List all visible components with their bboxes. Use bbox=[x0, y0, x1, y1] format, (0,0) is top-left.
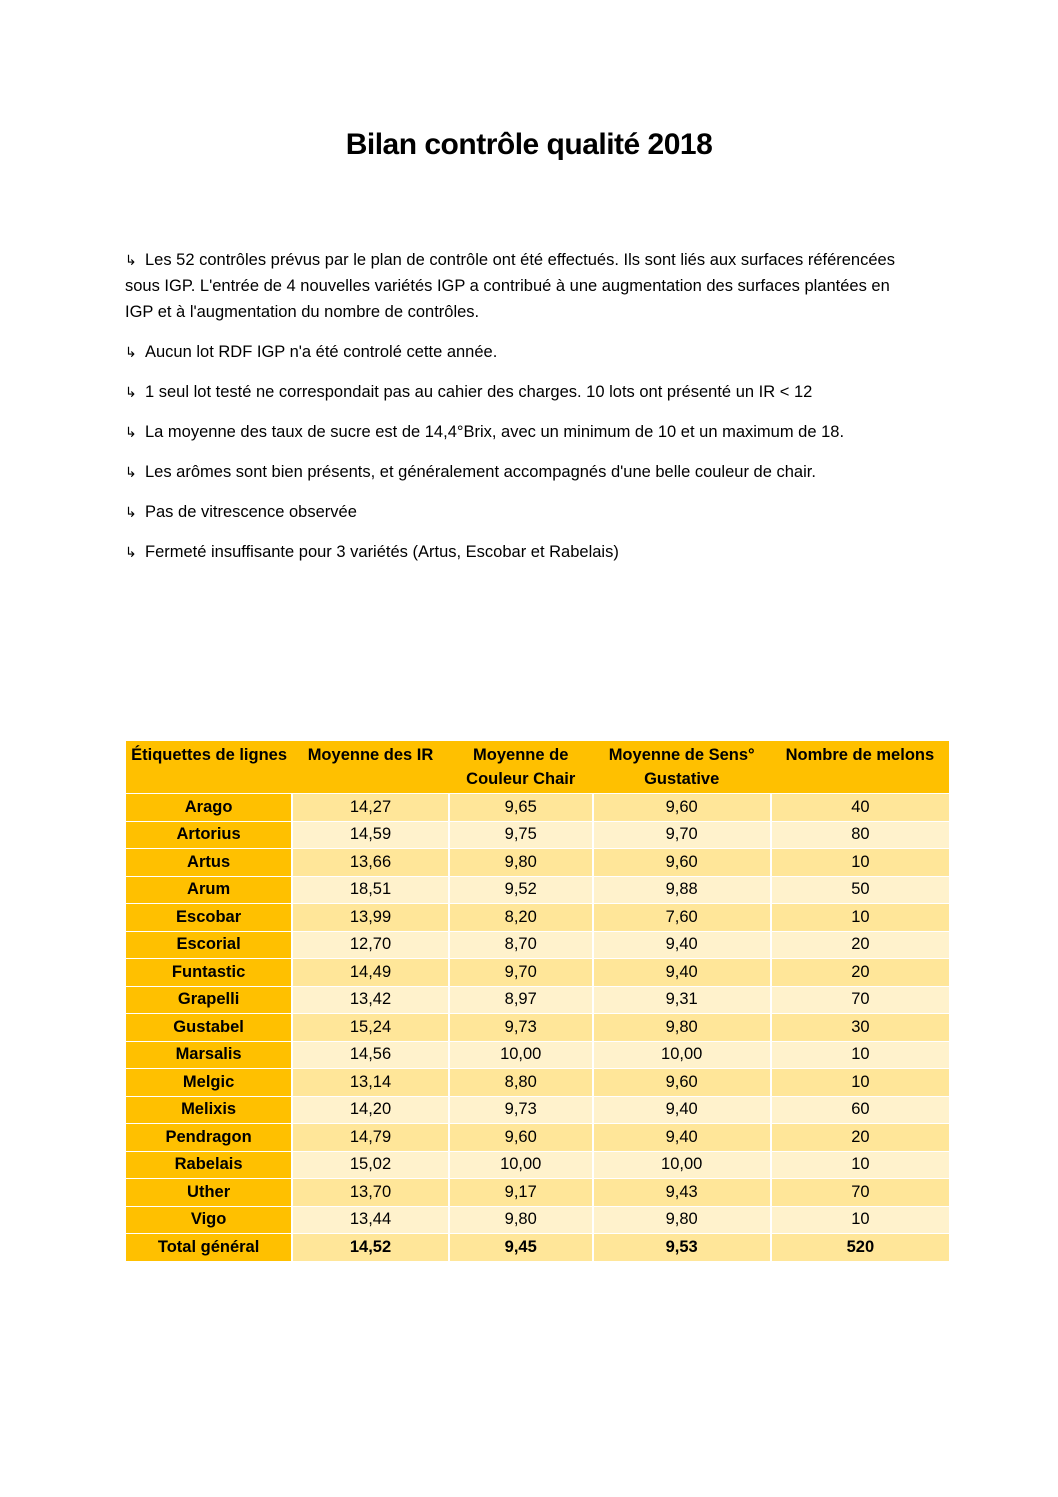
table-cell: 14,59 bbox=[292, 821, 449, 849]
table-cell: 20 bbox=[771, 1124, 949, 1152]
table-cell: 9,80 bbox=[449, 1206, 593, 1234]
table-cell: 13,70 bbox=[292, 1179, 449, 1207]
row-label: Pendragon bbox=[126, 1124, 292, 1152]
table-cell: 10,00 bbox=[593, 1041, 771, 1069]
table-cell: 12,70 bbox=[292, 931, 449, 959]
table-row bbox=[126, 1041, 949, 1069]
row-label: Uther bbox=[126, 1179, 292, 1207]
table-row bbox=[126, 821, 949, 849]
table-cell: 9,40 bbox=[593, 959, 771, 987]
column-header: Moyenne de Sens° Gustative bbox=[593, 741, 771, 794]
column-header: Moyenne des IR bbox=[292, 741, 449, 794]
table-row bbox=[126, 904, 949, 932]
hand-arrow-icon: ↳ bbox=[125, 424, 137, 440]
table-cell: 9,17 bbox=[449, 1179, 593, 1207]
bullet-item: ↳ La moyenne des taux de sucre est de 14,4°Brix, avec un minimum de 10 et un maximum de 18. bbox=[125, 419, 915, 445]
row-label: Arum bbox=[126, 876, 292, 904]
table-cell: 10 bbox=[771, 1206, 949, 1234]
bullet-list bbox=[125, 247, 915, 579]
page-title: Bilan contrôle qualité 2018 bbox=[345, 128, 713, 161]
table-cell: 9,60 bbox=[449, 1124, 593, 1152]
table-row bbox=[126, 931, 949, 959]
table-cell: 14,79 bbox=[292, 1124, 449, 1152]
table-cell: 9,52 bbox=[449, 876, 593, 904]
table-cell: 70 bbox=[771, 986, 949, 1014]
table-cell: 8,80 bbox=[449, 1069, 593, 1097]
table-cell: 9,73 bbox=[449, 1014, 593, 1042]
table-cell: 9,40 bbox=[593, 1124, 771, 1152]
row-label: Grapelli bbox=[126, 986, 292, 1014]
table-row bbox=[126, 1069, 949, 1097]
table-cell: 13,42 bbox=[292, 986, 449, 1014]
table-row bbox=[126, 1096, 949, 1124]
bullet-item: ↳ Pas de vitrescence observée bbox=[125, 499, 915, 525]
table-cell: 14,20 bbox=[292, 1096, 449, 1124]
table-cell: 10,00 bbox=[449, 1041, 593, 1069]
table-cell: 9,73 bbox=[449, 1096, 593, 1124]
table-cell: 9,80 bbox=[449, 849, 593, 877]
table-total-row bbox=[126, 1234, 949, 1261]
row-label: Arago bbox=[126, 794, 292, 822]
bullet-item: ↳ Fermeté insuffisante pour 3 variétés (Artus, Escobar et Rabelais) bbox=[125, 539, 915, 565]
table-cell: 10 bbox=[771, 904, 949, 932]
row-label: Melixis bbox=[126, 1096, 292, 1124]
table-cell: 20 bbox=[771, 931, 949, 959]
hand-arrow-icon: ↳ bbox=[125, 252, 137, 268]
quality-table bbox=[126, 741, 949, 1261]
table-row bbox=[126, 794, 949, 822]
table-row bbox=[126, 1179, 949, 1207]
row-label: Artorius bbox=[126, 821, 292, 849]
hand-arrow-icon: ↳ bbox=[125, 504, 137, 520]
table-cell: 18,51 bbox=[292, 876, 449, 904]
hand-arrow-icon: ↳ bbox=[125, 464, 137, 480]
row-label: Escobar bbox=[126, 904, 292, 932]
table-cell: 10 bbox=[771, 1069, 949, 1097]
table-cell: 9,80 bbox=[593, 1014, 771, 1042]
table-cell: 9,53 bbox=[593, 1234, 771, 1261]
row-label: Artus bbox=[126, 849, 292, 877]
table-cell: 15,02 bbox=[292, 1151, 449, 1179]
table-cell: 9,45 bbox=[449, 1234, 593, 1261]
table-cell: 10,00 bbox=[449, 1151, 593, 1179]
table-cell: 8,97 bbox=[449, 986, 593, 1014]
row-label: Total général bbox=[126, 1234, 292, 1261]
table-cell: 520 bbox=[771, 1234, 949, 1261]
table-cell: 10 bbox=[771, 1151, 949, 1179]
table-cell: 20 bbox=[771, 959, 949, 987]
table-cell: 8,20 bbox=[449, 904, 593, 932]
table-cell: 9,70 bbox=[593, 821, 771, 849]
table-cell: 7,60 bbox=[593, 904, 771, 932]
table-cell: 50 bbox=[771, 876, 949, 904]
table-cell: 60 bbox=[771, 1096, 949, 1124]
table-cell: 40 bbox=[771, 794, 949, 822]
table-row bbox=[126, 959, 949, 987]
table-cell: 9,80 bbox=[593, 1206, 771, 1234]
table-cell: 9,31 bbox=[593, 986, 771, 1014]
table-cell: 13,44 bbox=[292, 1206, 449, 1234]
bullet-item: ↳ Aucun lot RDF IGP n'a été controlé cette année. bbox=[125, 339, 915, 365]
row-label: Gustabel bbox=[126, 1014, 292, 1042]
row-label: Rabelais bbox=[126, 1151, 292, 1179]
table-cell: 70 bbox=[771, 1179, 949, 1207]
table-cell: 14,27 bbox=[292, 794, 449, 822]
table-row bbox=[126, 849, 949, 877]
table-cell: 13,66 bbox=[292, 849, 449, 877]
table-row bbox=[126, 876, 949, 904]
table-cell: 9,88 bbox=[593, 876, 771, 904]
table-cell: 15,24 bbox=[292, 1014, 449, 1042]
table-row bbox=[126, 1206, 949, 1234]
table-cell: 14,56 bbox=[292, 1041, 449, 1069]
table-cell: 10,00 bbox=[593, 1151, 771, 1179]
table-row bbox=[126, 986, 949, 1014]
hand-arrow-icon: ↳ bbox=[125, 384, 137, 400]
table-row bbox=[126, 1014, 949, 1042]
table-cell: 9,60 bbox=[593, 794, 771, 822]
hand-arrow-icon: ↳ bbox=[125, 344, 137, 360]
table-cell: 9,60 bbox=[593, 849, 771, 877]
table-cell: 9,75 bbox=[449, 821, 593, 849]
column-header: Nombre de melons bbox=[771, 741, 949, 794]
table-cell: 9,60 bbox=[593, 1069, 771, 1097]
table-row bbox=[126, 1124, 949, 1152]
table-header-row bbox=[126, 741, 949, 794]
row-label: Escorial bbox=[126, 931, 292, 959]
table-cell: 14,52 bbox=[292, 1234, 449, 1261]
table-cell: 14,49 bbox=[292, 959, 449, 987]
row-label: Funtastic bbox=[126, 959, 292, 987]
bullet-item: ↳ Les 52 contrôles prévus par le plan de contrôle ont été effectués. Ils sont liés aux surfaces référencées sous IGP. L'entrée de 4 nouvelles variétés IGP a contribué à une augmentation des surfaces plantées en IGP et à l'augmentation du nombre de contrôles. bbox=[125, 247, 915, 325]
table-cell: 10 bbox=[771, 1041, 949, 1069]
table-cell: 10 bbox=[771, 849, 949, 877]
table-cell: 9,43 bbox=[593, 1179, 771, 1207]
bullet-item: ↳ Les arômes sont bien présents, et généralement accompagnés d'une belle couleur de chair. bbox=[125, 459, 915, 485]
table-row bbox=[126, 1151, 949, 1179]
hand-arrow-icon: ↳ bbox=[125, 544, 137, 560]
table-cell: 8,70 bbox=[449, 931, 593, 959]
column-header: Moyenne de Couleur Chair bbox=[449, 741, 593, 794]
table-cell: 9,40 bbox=[593, 1096, 771, 1124]
table-cell: 80 bbox=[771, 821, 949, 849]
row-label: Melgic bbox=[126, 1069, 292, 1097]
table-cell: 13,14 bbox=[292, 1069, 449, 1097]
table-cell: 9,40 bbox=[593, 931, 771, 959]
row-label: Vigo bbox=[126, 1206, 292, 1234]
bullet-item: ↳ 1 seul lot testé ne correspondait pas au cahier des charges. 10 lots ont présenté un IR < 12 bbox=[125, 379, 915, 405]
table-cell: 13,99 bbox=[292, 904, 449, 932]
table-cell: 9,65 bbox=[449, 794, 593, 822]
column-header: Étiquettes de lignes bbox=[126, 741, 292, 794]
table-cell: 30 bbox=[771, 1014, 949, 1042]
row-label: Marsalis bbox=[126, 1041, 292, 1069]
table-cell: 9,70 bbox=[449, 959, 593, 987]
